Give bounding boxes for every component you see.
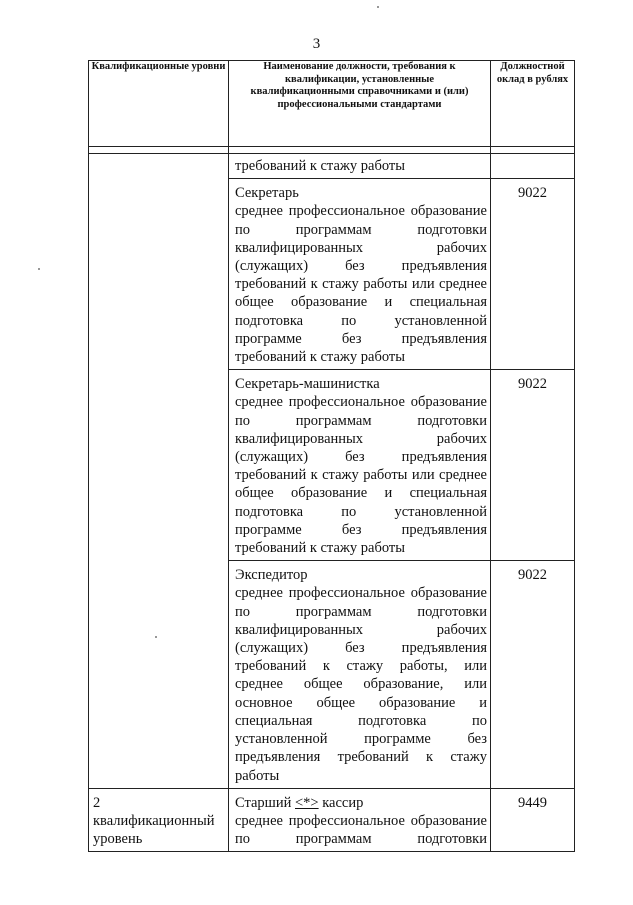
requirement-line: среднее профессиональное образование <box>235 203 487 220</box>
header-line: Наименование должности, требования к <box>263 61 456 72</box>
requirement-line: требований к стажу работы <box>235 540 405 557</box>
level-label: квалификационный <box>93 812 215 829</box>
requirements-cell <box>229 370 491 561</box>
salary-value: 9022 <box>518 185 547 202</box>
title-suffix: кассир <box>318 794 364 811</box>
requirement-line: программе без предъявления <box>235 521 487 538</box>
title-prefix: Старший <box>235 794 295 811</box>
requirement-line: среднее общее образование, или <box>235 676 487 693</box>
requirement-line: по программам подготовки <box>235 221 487 238</box>
requirement-line: требований к стажу работы <box>235 349 405 366</box>
requirement-line: требований к стажу работы или среднее <box>235 467 487 484</box>
requirements-cell <box>229 788 491 852</box>
salary-value: 9449 <box>518 794 547 811</box>
requirement-line: по программам подготовки <box>235 831 487 848</box>
salary-value <box>491 154 574 159</box>
spacer-cell <box>89 147 229 154</box>
salary-value: 9022 <box>518 376 547 393</box>
requirement-line: основное общее образование и <box>235 694 487 711</box>
header-salary <box>491 61 575 147</box>
header-line: оклад в рублях <box>496 73 569 85</box>
requirement-line: требований к стажу работы, или <box>235 658 487 675</box>
spacer-cell <box>491 147 575 154</box>
requirement-line: (служащих) без предъявления <box>235 258 487 275</box>
table-row <box>89 788 575 852</box>
scan-speck <box>38 268 40 270</box>
salary-cell <box>491 370 575 561</box>
salary-cell <box>491 154 575 179</box>
requirement-line: установленной программе без <box>235 731 487 748</box>
scan-speck <box>377 6 379 8</box>
header-line: профессиональными стандартами <box>277 98 442 110</box>
header-position-requirements <box>229 61 491 147</box>
requirement-line: общее образование и специальная <box>235 485 487 502</box>
salary-table <box>88 60 575 852</box>
table-header-row <box>89 61 575 147</box>
header-line: квалификационными справочниками и (или) <box>250 86 469 97</box>
header-line: квалификации, установленные <box>284 73 435 85</box>
salary-cell <box>491 179 575 370</box>
requirement-line: среднее профессиональное образование <box>235 812 487 829</box>
salary-cell <box>491 561 575 788</box>
requirement-line: программе без предъявления <box>235 330 487 347</box>
requirement-line: квалифицированных рабочих <box>235 621 487 638</box>
position-title <box>235 794 487 812</box>
requirement-line: среднее профессиональное образование <box>235 585 487 602</box>
requirement-line: работы <box>235 767 280 784</box>
salary-cell <box>491 788 575 852</box>
requirement-line: квалифицированных рабочих <box>235 239 487 256</box>
level-cell <box>89 788 229 852</box>
spacer-row <box>89 147 575 154</box>
level-cell-empty <box>89 154 229 789</box>
requirement-line: специальная подготовка по <box>235 712 487 729</box>
header-line: Должностной <box>500 61 565 72</box>
requirements-cell <box>229 154 491 179</box>
requirements-cell <box>229 561 491 788</box>
requirement-line: подготовка по установленной <box>235 312 487 329</box>
requirement-line: (служащих) без предъявления <box>235 640 487 657</box>
requirement-line: по программам подготовки <box>235 412 487 429</box>
requirement-line: требований к стажу работы <box>235 158 405 174</box>
page-number: 3 <box>312 36 321 52</box>
requirement-line: требований к стажу работы или среднее <box>235 276 487 293</box>
level-label: уровень <box>93 831 143 848</box>
requirement-line: общее образование и специальная <box>235 294 487 311</box>
table-row <box>89 154 575 179</box>
requirement-line: предъявления требований к стажу <box>235 749 487 766</box>
position-title: Секретарь <box>235 185 299 202</box>
requirements-cell <box>229 179 491 370</box>
salary-value: 9022 <box>518 567 547 584</box>
level-number: 2 <box>93 794 101 811</box>
requirement-line: (служащих) без предъявления <box>235 449 487 466</box>
requirement-line: по программам подготовки <box>235 603 487 620</box>
position-title: Экспедитор <box>235 567 308 584</box>
header-qualification-levels: Квалификационные уровни <box>89 61 229 147</box>
scan-speck <box>155 636 157 638</box>
footnote-reference-link[interactable]: <*> <box>295 794 319 811</box>
requirement-line: среднее профессиональное образование <box>235 394 487 411</box>
requirement-line: подготовка по установленной <box>235 503 487 520</box>
requirement-line: квалифицированных рабочих <box>235 430 487 447</box>
spacer-cell <box>229 147 491 154</box>
position-title: Секретарь-машинистка <box>235 376 380 393</box>
